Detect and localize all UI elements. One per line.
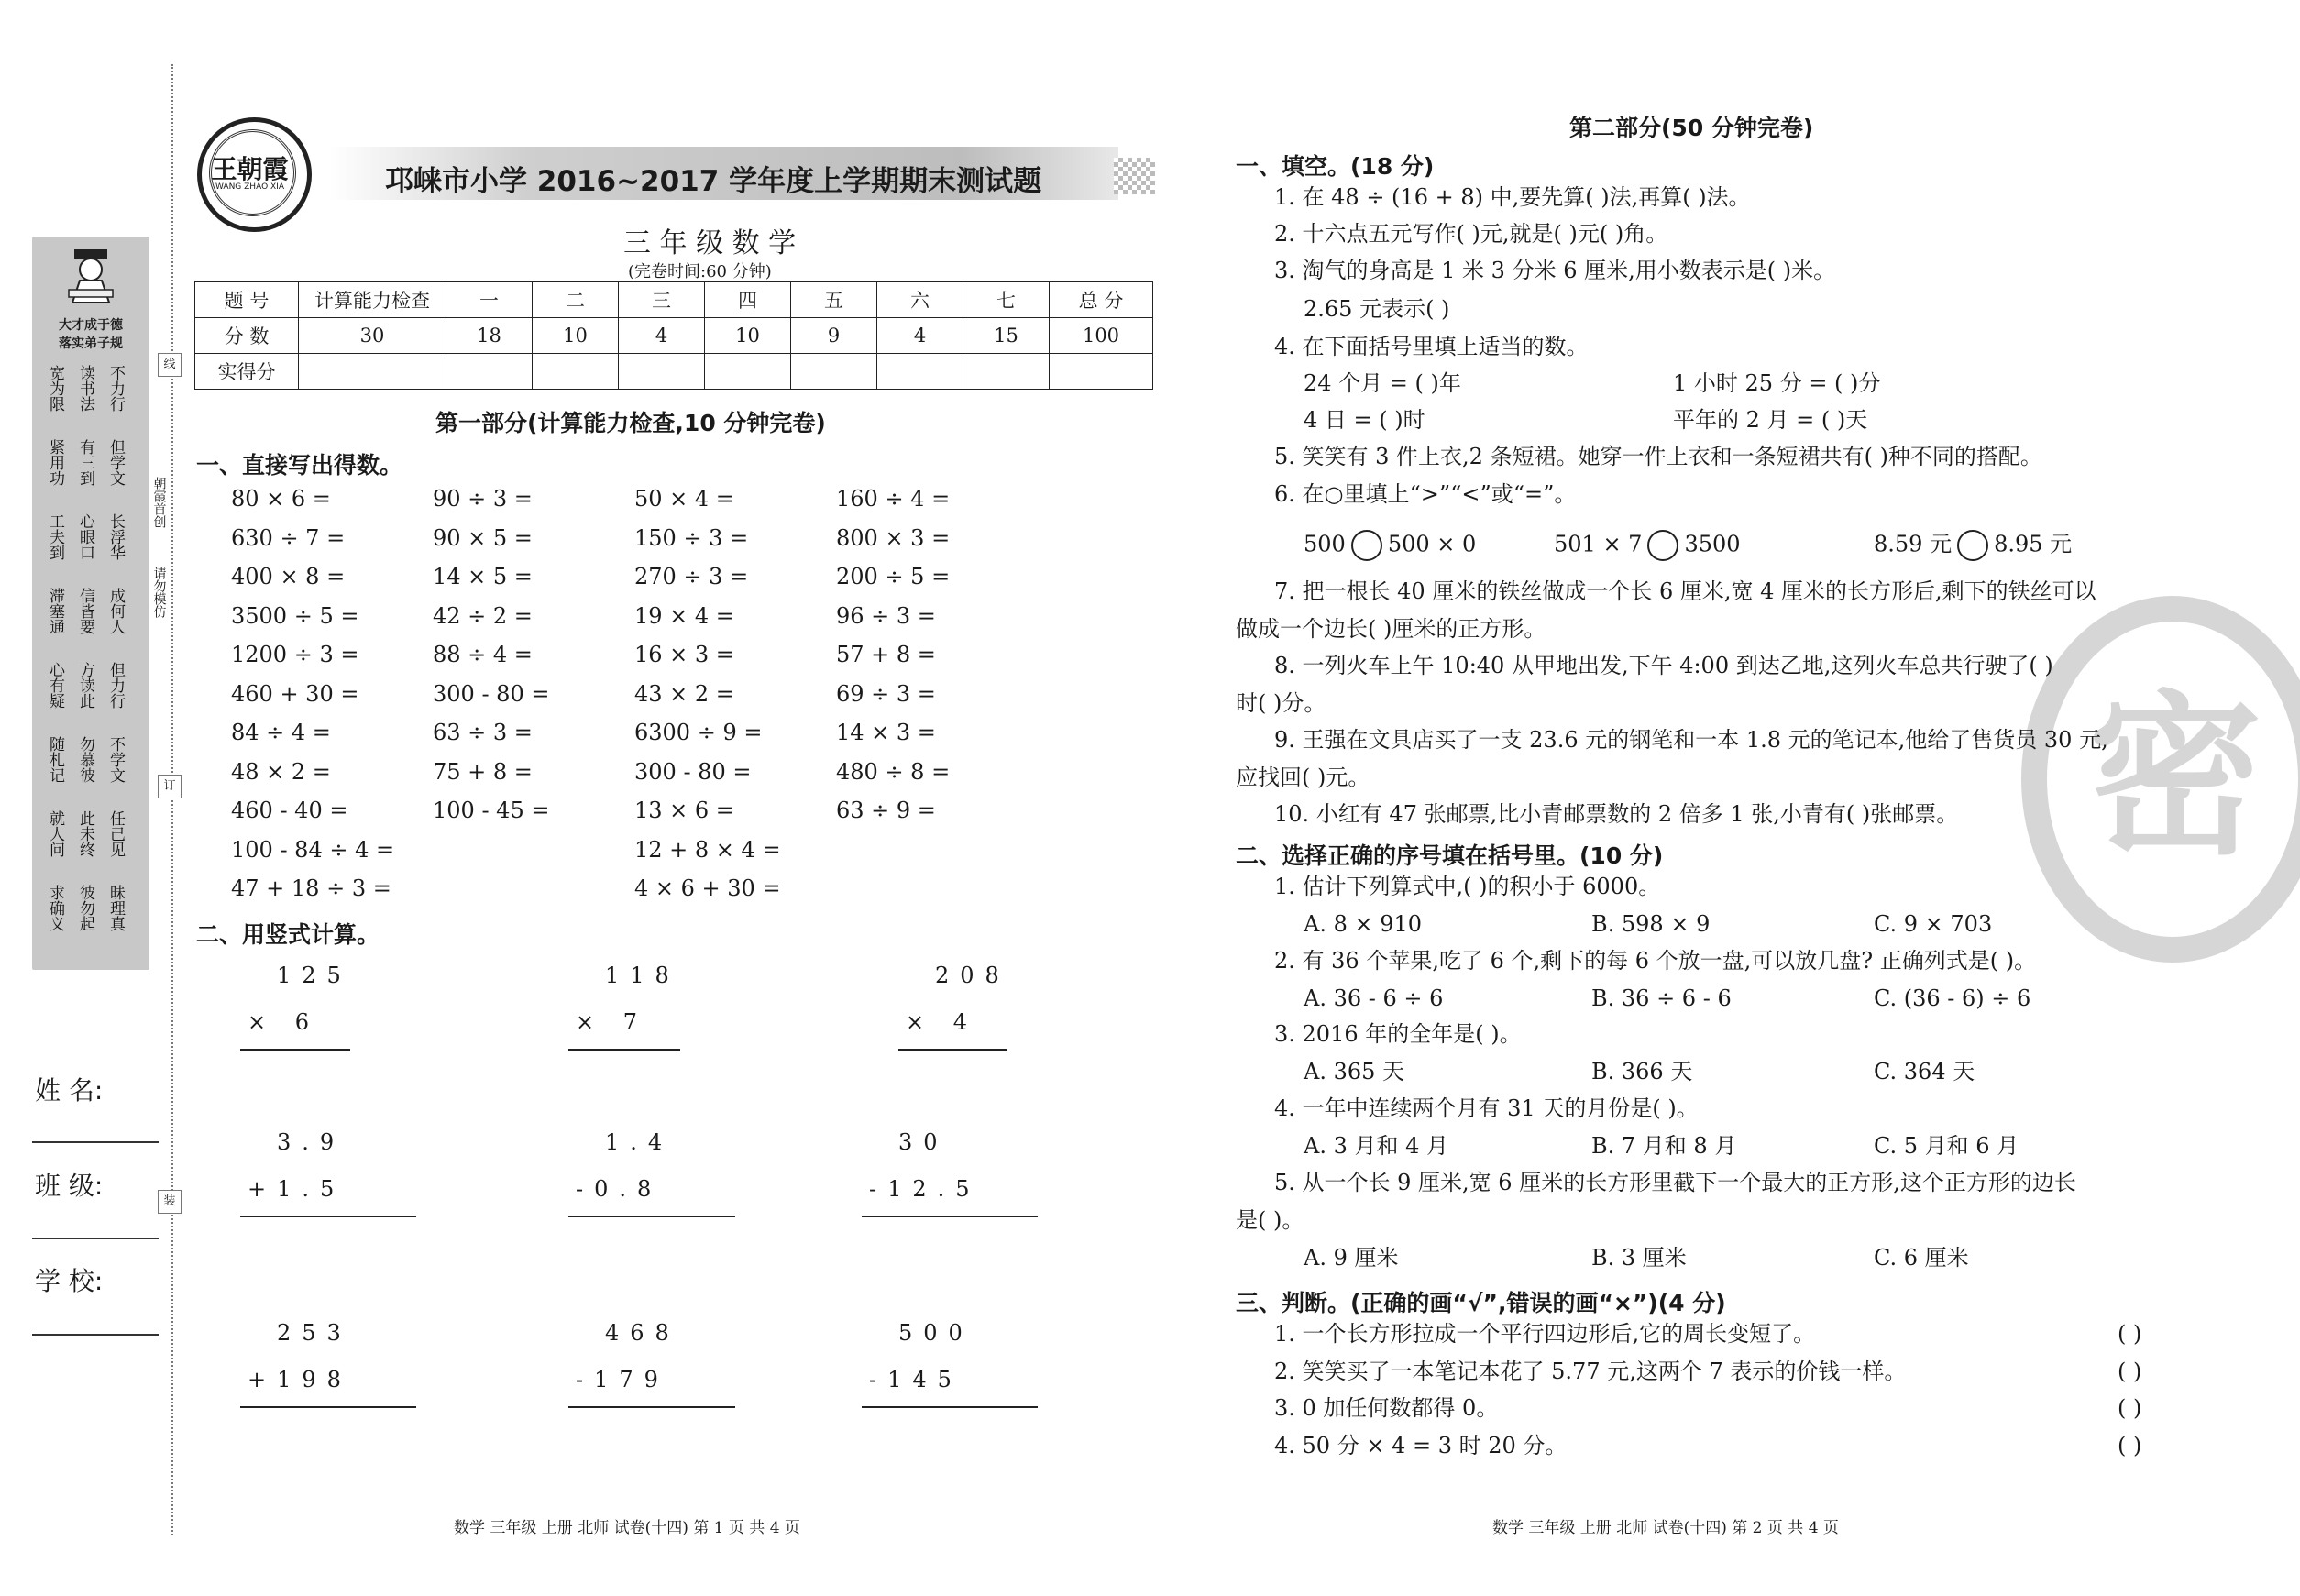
vertical-rule	[568, 1049, 680, 1051]
vertical-rule	[240, 1049, 350, 1051]
note-text: 请勿模仿	[151, 567, 167, 618]
oral-problem: 47 + 18 ÷ 3 =	[231, 875, 391, 901]
score-cell: 18	[446, 318, 533, 354]
vertical-note-1	[150, 477, 167, 533]
oral-problem: 300 - 80 =	[634, 758, 752, 785]
choice-question: 4. 一年中连续两个月有 31 天的月份是( )。	[1274, 1095, 1699, 1121]
motto-title-1: 大才成于德	[59, 318, 123, 333]
motto-column: 不学文	[106, 736, 125, 783]
motto-column: 不力行	[106, 365, 125, 412]
motto-column: 紧用功	[46, 439, 64, 486]
score-actual-row	[195, 354, 1153, 390]
score-cell: 三	[619, 282, 705, 318]
score-cell: 实得分	[195, 354, 299, 390]
compare-right: 500 × 0	[1387, 531, 1477, 557]
fill-q7b: 做成一个边长( )厘米的正方形。	[1236, 616, 1546, 642]
choice-question: 是( )。	[1236, 1207, 1304, 1233]
oral-problem: 14 × 3 =	[836, 720, 936, 745]
motto-column: 勿慕彼	[76, 736, 94, 783]
oral-problem: 200 ÷ 5 =	[836, 564, 951, 589]
compare-circle[interactable]	[1647, 530, 1678, 561]
fill-q4: 4. 在下面括号里填上适当的数。	[1274, 334, 1589, 359]
score-cell: 10	[705, 318, 791, 354]
judge-answer-paren[interactable]: ( )	[2118, 1358, 2142, 1384]
vertical-bottom-number: -179	[576, 1367, 669, 1392]
oral-problem: 90 ÷ 3 =	[433, 486, 533, 512]
score-input-cell[interactable]	[705, 354, 791, 390]
score-cell: 计算能力检查	[299, 282, 446, 318]
oral-problem: 460 + 30 =	[231, 680, 359, 707]
motto-panel	[32, 237, 149, 970]
section2-title: 二、用竖式计算。	[196, 921, 380, 948]
oral-problem: 800 × 3 =	[836, 524, 951, 551]
choice-option[interactable]: B. 598 × 9	[1591, 911, 1711, 937]
vertical-top-number: 500	[898, 1320, 974, 1346]
judge-section-title: 三、判断。(正确的画“√”,错误的画“×”)(4 分)	[1236, 1290, 1726, 1316]
oral-problem: 13 × 6 =	[634, 798, 734, 823]
score-cell: 10	[533, 318, 619, 354]
oral-problem: 88 ÷ 4 =	[433, 642, 533, 667]
choice-section-title: 二、选择正确的序号填在括号里。(10 分)	[1236, 842, 1664, 869]
time-note: (完卷时间:60 分钟)	[628, 262, 772, 281]
fill-q2: 2. 十六点五元写作( )元,就是( )元( )角。	[1274, 221, 1668, 247]
oral-problem: 84 ÷ 4 =	[231, 720, 331, 745]
choice-option[interactable]: A. 9 厘米	[1304, 1245, 1399, 1271]
motto-column: 心眼口	[76, 513, 94, 560]
scholar-figure	[63, 248, 118, 304]
choice-question: 1. 估计下列算式中,( )的积小于 6000。	[1274, 874, 1661, 899]
fill-q8b: 时( )分。	[1236, 690, 1326, 716]
compare-right: 3500	[1684, 531, 1741, 557]
brand-logo	[197, 117, 312, 232]
motto-column: 心有疑	[46, 662, 64, 709]
score-input-cell[interactable]	[299, 354, 446, 390]
vertical-bottom-number: +198	[248, 1367, 352, 1392]
score-cell: 4	[619, 318, 705, 354]
judge-answer-paren[interactable]: ( )	[2118, 1432, 2142, 1458]
score-table	[194, 281, 1153, 390]
choice-question: 3. 2016 年的全年是( )。	[1274, 1021, 1522, 1047]
note-text: 朝霞首创	[151, 477, 167, 528]
oral-problem: 14 × 5 =	[433, 564, 533, 589]
fill-q9a: 9. 王强在文具店买了一支 23.6 元的钢笔和一本 1.8 元的笔记本,他给了售货员 30 元,	[1274, 727, 2108, 753]
vertical-top-number: 3.9	[277, 1129, 346, 1155]
score-input-cell[interactable]	[791, 354, 877, 390]
score-input-cell[interactable]	[619, 354, 705, 390]
score-cell: 总 分	[1050, 282, 1153, 318]
oral-problem: 75 + 8 =	[433, 758, 533, 785]
choice-option[interactable]: A. 3 月和 4 月	[1304, 1133, 1449, 1159]
choice-option[interactable]: A. 36 - 6 ÷ 6	[1304, 985, 1444, 1011]
fill-q8a: 8. 一列火车上午 10:40 从甲地出发,下午 4:00 到达乙地,这列火车总共行驶了( )	[1274, 653, 2053, 678]
choice-option[interactable]: C. 5 月和 6 月	[1874, 1133, 2019, 1159]
oral-problem: 90 × 5 =	[433, 524, 533, 551]
vertical-rule	[568, 1216, 735, 1217]
fill-q4d: 平年的 2 月 = ( )天	[1673, 407, 1868, 433]
choice-option[interactable]: A. 365 天	[1304, 1059, 1405, 1084]
score-header-row	[195, 282, 1153, 318]
score-cell: 二	[533, 282, 619, 318]
compare-circle[interactable]	[1351, 530, 1382, 561]
fill-q4b: 1 小时 25 分 = ( )分	[1673, 370, 1881, 396]
fill-q4a: 24 个月 = ( )年	[1304, 370, 1461, 396]
vertical-note-2	[150, 567, 167, 622]
vertical-top-number: 125	[277, 963, 352, 988]
compare-b	[1554, 530, 1741, 561]
score-cell: 四	[705, 282, 791, 318]
logo-brand: 王朝霞	[211, 154, 289, 184]
judge-answer-paren[interactable]: ( )	[2118, 1395, 2142, 1421]
subject-title: 三 年 级 数 学	[623, 227, 797, 259]
motto-column: 但学文	[106, 439, 125, 486]
fill-q5: 5. 笑笑有 3 件上衣,2 条短裙。她穿一件上衣和一条短裙共有( )种不同的搭配。	[1274, 444, 2042, 469]
motto-title-2: 落实弟子规	[59, 336, 123, 351]
score-cell: 五	[791, 282, 877, 318]
motto-column: 此未终	[76, 810, 94, 857]
vertical-top-number: 118	[605, 963, 680, 988]
choice-option[interactable]: C. 364 天	[1874, 1059, 1975, 1084]
score-value-row	[195, 318, 1153, 354]
vertical-top-number: 30	[898, 1129, 949, 1155]
score-cell: 题 号	[195, 282, 299, 318]
compare-left: 8.59 元	[1874, 531, 1953, 557]
oral-problem: 63 ÷ 3 =	[433, 720, 533, 745]
choice-question: 5. 从一个长 9 厘米,宽 6 厘米的长方形里截下一个最大的正方形,这个正方形的边长	[1274, 1170, 2076, 1195]
vertical-bottom-number: × 7	[576, 1009, 649, 1035]
motto-column: 读书法	[76, 365, 94, 412]
fill-q3: 3. 淘气的身高是 1 米 3 分米 6 厘米,用小数表示是( )米。	[1274, 258, 1836, 283]
score-cell: 一	[446, 282, 533, 318]
choice-option[interactable]: C. (36 - 6) ÷ 6	[1874, 985, 2031, 1011]
oral-problem: 400 × 8 =	[231, 564, 346, 589]
motto-column: 方读此	[76, 662, 94, 709]
choice-option[interactable]: C. 9 × 703	[1874, 911, 1993, 937]
fill-q1: 1. 在 48 ÷ (16 + 8) 中,要先算( )法,再算( )法。	[1274, 184, 1751, 210]
oral-problem: 3500 ÷ 5 =	[231, 602, 359, 629]
choice-option[interactable]: B. 7 月和 8 月	[1591, 1133, 1737, 1159]
score-cell: 七	[963, 282, 1050, 318]
motto-column: 有三到	[76, 439, 94, 486]
oral-problem: 6300 ÷ 9 =	[634, 720, 763, 745]
choice-option[interactable]: B. 3 厘米	[1591, 1245, 1687, 1271]
motto-column: 成何人	[106, 588, 125, 634]
motto-column: 昧理真	[106, 885, 125, 931]
oral-problem: 270 ÷ 3 =	[634, 564, 749, 589]
vertical-bottom-number: -12.5	[869, 1176, 981, 1202]
oral-problem: 69 ÷ 3 =	[836, 680, 936, 707]
section1-title: 一、直接写出得数。	[196, 452, 403, 479]
school-label: 学 校:	[35, 1266, 104, 1296]
compare-a	[1304, 530, 1476, 561]
judge-question: 1. 一个长方形拉成一个平行四边形后,它的周长变短了。	[1274, 1321, 1816, 1347]
judge-question: 4. 50 分 × 4 = 3 时 20 分。	[1274, 1432, 1568, 1458]
score-input-cell[interactable]	[446, 354, 533, 390]
vertical-rule	[240, 1216, 416, 1217]
binding-mark-line: 线	[158, 353, 182, 377]
choice-option[interactable]: B. 366 天	[1591, 1059, 1693, 1084]
vertical-rule	[862, 1216, 1038, 1217]
motto-column: 长浮华	[106, 513, 125, 560]
score-input-cell[interactable]	[963, 354, 1050, 390]
oral-problem: 300 - 80 =	[433, 680, 550, 707]
vertical-rule	[568, 1406, 735, 1408]
logo-sub: WANG ZHAO XIA	[215, 182, 284, 192]
oral-problem: 42 ÷ 2 =	[433, 602, 533, 629]
oral-problem: 480 ÷ 8 =	[836, 758, 951, 785]
name-label: 姓 名:	[35, 1075, 104, 1106]
binding-mark-order: 订	[158, 775, 182, 798]
motto-column: 随札记	[46, 736, 64, 783]
motto-column: 就人问	[46, 810, 64, 857]
vertical-bottom-number: +1.5	[248, 1176, 346, 1202]
fill-section-title: 一、填空。(18 分)	[1236, 153, 1435, 180]
vertical-bottom-number: × 6	[248, 1009, 321, 1035]
oral-problem: 100 - 84 ÷ 4 =	[231, 836, 395, 863]
score-cell: 4	[877, 318, 963, 354]
oral-problem: 150 ÷ 3 =	[634, 524, 749, 551]
seal-glyph: 密	[2087, 676, 2262, 878]
choice-question: 2. 有 36 个苹果,吃了 6 个,剩下的每 6 个放一盘,可以放几盘? 正确列式是( )。	[1274, 948, 2037, 974]
oral-problem: 57 + 8 =	[836, 642, 936, 667]
fill-q9b: 应找回( )元。	[1236, 765, 1370, 790]
oral-problem: 12 + 8 × 4 =	[634, 836, 781, 863]
oral-problem: 160 ÷ 4 =	[836, 486, 951, 512]
score-input-cell[interactable]	[1050, 354, 1153, 390]
choice-option[interactable]: A. 8 × 910	[1304, 911, 1423, 937]
motto-column: 宽为限	[46, 365, 64, 412]
score-input-cell[interactable]	[877, 354, 963, 390]
oral-problem: 80 × 6 =	[231, 486, 331, 512]
choice-option[interactable]: B. 36 ÷ 6 - 6	[1591, 985, 1732, 1011]
motto-column: 信皆要	[76, 588, 94, 634]
fill-q10: 10. 小红有 47 张邮票,比小青邮票数的 2 倍多 1 张,小青有( )张邮票。	[1274, 801, 1959, 827]
page1-footer: 数学 三年级 上册 北师 试卷(十四) 第 1 页 共 4 页	[454, 1519, 800, 1537]
vertical-bottom-number: × 4	[906, 1009, 979, 1035]
motto-column: 但力行	[106, 662, 125, 709]
vertical-top-number: 253	[277, 1320, 352, 1346]
oral-problem: 460 - 40 =	[231, 798, 348, 823]
motto-column: 工夫到	[46, 513, 64, 560]
choice-option[interactable]: C. 6 厘米	[1874, 1245, 1969, 1271]
oral-problem: 4 × 6 + 30 =	[634, 875, 781, 901]
motto-column: 任己见	[106, 810, 125, 857]
judge-question: 2. 笑笑买了一本笔记本花了 5.77 元,这两个 7 表示的价钱一样。	[1274, 1358, 1907, 1384]
score-cell: 100	[1050, 318, 1153, 354]
judge-question: 3. 0 加任何数都得 0。	[1274, 1395, 1499, 1421]
compare-circle[interactable]	[1957, 530, 1988, 561]
score-cell: 六	[877, 282, 963, 318]
compare-left: 501 × 7	[1554, 531, 1643, 557]
motto-column: 彼勿起	[76, 885, 94, 931]
oral-problem: 48 × 2 =	[231, 758, 331, 785]
fill-q3b: 2.65 元表示( )	[1304, 296, 1450, 322]
oral-problem: 630 ÷ 7 =	[231, 524, 346, 551]
compare-right: 8.95 元	[1994, 531, 2073, 557]
vertical-bottom-number: -0.8	[576, 1176, 663, 1202]
fill-q7a: 7. 把一根长 40 厘米的铁丝做成一个长 6 厘米,宽 4 厘米的长方形后,剩下的铁丝可以	[1274, 578, 2096, 604]
judge-answer-paren[interactable]: ( )	[2118, 1321, 2142, 1347]
fill-q4c: 4 日 = ( )时	[1304, 407, 1425, 433]
name-field[interactable]	[32, 1141, 159, 1143]
confidential-seal	[2021, 596, 2300, 963]
oral-problem: 19 × 4 =	[634, 602, 734, 629]
vertical-rule	[240, 1406, 416, 1408]
vertical-rule	[898, 1049, 1007, 1051]
compare-left: 500	[1304, 531, 1346, 557]
motto-column: 滞塞通	[46, 588, 64, 634]
class-label: 班 级:	[35, 1171, 104, 1201]
score-cell: 分 数	[195, 318, 299, 354]
part1-title: 第一部分(计算能力检查,10 分钟完卷)	[435, 410, 826, 436]
fill-q6: 6. 在○里填上“>”“<”或“=”。	[1274, 481, 1577, 507]
binding-line	[171, 64, 173, 1535]
compare-c	[1874, 530, 2072, 561]
banner-pattern	[1114, 158, 1155, 194]
motto-column: 求确义	[46, 885, 64, 931]
oral-problem: 16 × 3 =	[634, 642, 734, 667]
part2-title: 第二部分(50 分钟完卷)	[1569, 115, 1814, 141]
score-cell: 9	[791, 318, 877, 354]
vertical-top-number: 1.4	[605, 1129, 674, 1155]
vertical-top-number: 468	[605, 1320, 680, 1346]
school-field[interactable]	[32, 1334, 159, 1336]
exam-title: 邛崃市小学 2016~2017 学年度上学期期末测试题	[385, 165, 1042, 198]
vertical-rule	[862, 1406, 1038, 1408]
oral-problem: 96 ÷ 3 =	[836, 602, 936, 629]
vertical-top-number: 208	[935, 963, 1010, 988]
oral-problem: 63 ÷ 9 =	[836, 798, 936, 823]
class-field[interactable]	[32, 1238, 159, 1239]
oral-problem: 50 × 4 =	[634, 486, 734, 512]
binding-mark-pack: 装	[158, 1190, 182, 1214]
oral-problem: 43 × 2 =	[634, 680, 734, 707]
score-cell: 15	[963, 318, 1050, 354]
oral-problem: 1200 ÷ 3 =	[231, 642, 359, 667]
vertical-bottom-number: -145	[869, 1367, 963, 1392]
score-input-cell[interactable]	[533, 354, 619, 390]
score-cell: 30	[299, 318, 446, 354]
oral-problem: 100 - 45 =	[433, 798, 550, 823]
page2-footer: 数学 三年级 上册 北师 试卷(十四) 第 2 页 共 4 页	[1492, 1519, 1839, 1537]
